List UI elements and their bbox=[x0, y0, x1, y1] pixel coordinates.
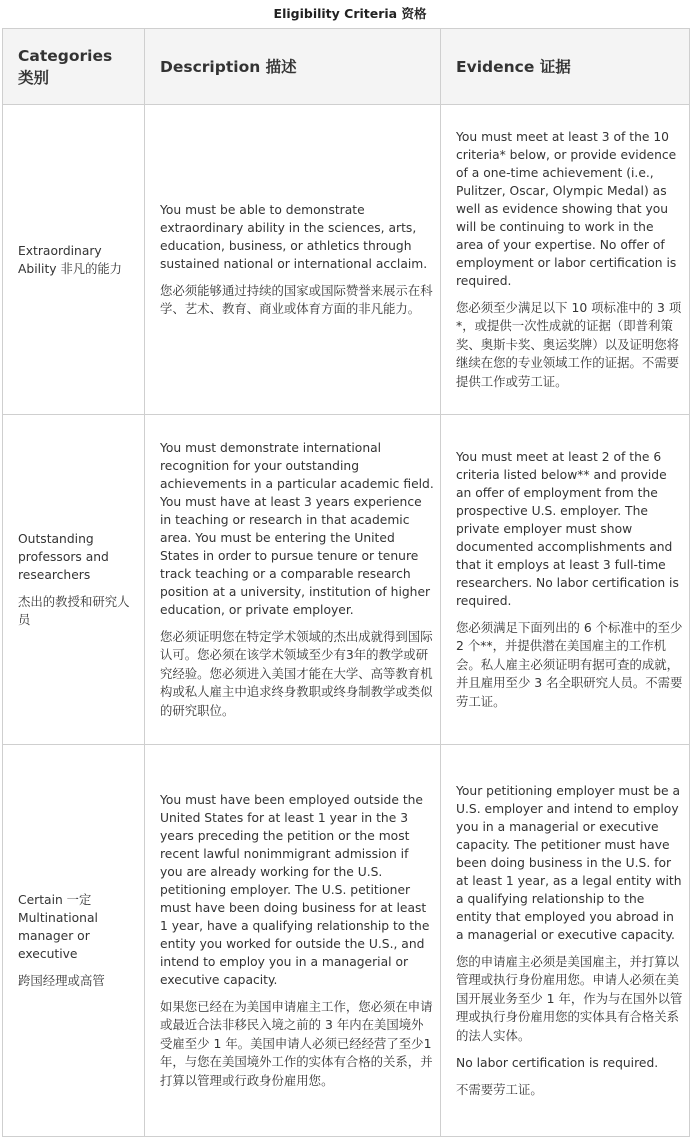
evidence-cell bbox=[441, 745, 690, 1137]
category-label: Extraordinary Ability 非凡的能力 bbox=[18, 243, 122, 276]
evidence-en: You must meet at least 3 of the 10 criteria* below, or provide evidence of a one-time achievement (i.e., Pulitzer, Oscar, Olympic Medal) as well as evidence showing that you will be continuing to work in the area of your expertise. No offer of employment or labor certification is required. bbox=[456, 129, 677, 288]
category-cell bbox=[3, 745, 145, 1137]
description-cell bbox=[145, 745, 441, 1137]
evidence-note-en: No labor certification is required. bbox=[456, 1056, 659, 1070]
evidence-note-zh: 不需要劳工证。 bbox=[456, 1082, 543, 1097]
category-label: Outstanding professors and researchers bbox=[18, 531, 109, 582]
header-row bbox=[3, 29, 690, 105]
eligibility-table bbox=[2, 28, 690, 1137]
description-en: You must be able to demonstrate extraordinary ability in the sciences, arts, education, business, or athletics through sustained national or international acclaim. bbox=[160, 202, 428, 271]
table-row bbox=[3, 105, 690, 415]
description-cell bbox=[145, 105, 441, 415]
header-description: Description 描述 bbox=[145, 29, 441, 105]
category-cell bbox=[3, 415, 145, 745]
evidence-cell bbox=[441, 415, 690, 745]
table-row bbox=[3, 415, 690, 745]
evidence-cell bbox=[441, 105, 690, 415]
category-label-zh: 跨国经理或高管 bbox=[18, 972, 105, 988]
description-zh: 如果您已经在为美国申请雇主工作，您必须在申请或最近合法非移民入境之前的 3 年内在美国境外受雇至少 1 年。美国申请人必须已经经营了至少1年，与您在美国境外工作的实体有合格的关系，并打算以管理或行政身份雇用您。 bbox=[160, 998, 433, 1088]
category-cell bbox=[3, 105, 145, 415]
category-label-zh: 杰出的教授和研究人员 bbox=[18, 593, 130, 627]
table-row bbox=[3, 745, 690, 1137]
description-en: You must have been employed outside the United States for at least 1 year in the 3 years preceding the petition or the most recent lawful nonimmigrant admission if you are already working for the U.S. petitioning employer. The U.S. petitioner must have been doing business for at least 1 year, have a qualifying relationship to the entity you worked for outside the U.S., and intend to employ you in a managerial or executive capacity. bbox=[160, 792, 430, 987]
description-en: You must demonstrate international recognition for your outstanding achievements in a particular academic field. You must have at least 3 years experience in teaching or research in that academic area. You must be entering the United States in order to pursue tenure or tenure track teaching or a comparable research position at a university, institution of higher education, or private employer. bbox=[160, 440, 434, 617]
header-evidence: Evidence 证据 bbox=[441, 29, 690, 105]
evidence-zh: 您必须至少满足以下 10 项标准中的 3 项*，或提供一次性成就的证据（即普利策奖、奥斯卡奖、奥运奖牌）以及证明您将继续在您的专业领域工作的证据。不需要提供工作或劳工证。 bbox=[456, 299, 682, 389]
description-cell bbox=[145, 415, 441, 745]
description-zh: 您必须证明您在特定学术领域的杰出成就得到国际认可。您必须在该学术领域至少有3年的教学或研究经验。您必须进入美国才能在大学、高等教育机构或私人雇主中追求终身教职或终身制教学或类似的研究职位。 bbox=[160, 628, 433, 718]
table-caption: Eligibility Criteria 资格 bbox=[273, 6, 427, 21]
category-label: Certain 一定 Multinational manager or executive bbox=[18, 892, 98, 961]
header-categories: Categories 类别 bbox=[3, 29, 145, 105]
evidence-en: You must meet at least 2 of the 6 criteria listed below** and provide an offer of employment from the prospective U.S. employer. The private employer must show documented accomplishments and that it employs at least 3 full-time researchers. No labor certification is required. bbox=[456, 449, 679, 608]
evidence-zh: 您必须满足下面列出的 6 个标准中的至少 2 个**，并提供潜在美国雇主的工作机会。私人雇主必须证明有据可查的成就，并且雇用至少 3 名全职研究人员。不需要劳工证。 bbox=[456, 619, 683, 709]
evidence-zh: 您的申请雇主必须是美国雇主，并打算以管理或执行身份雇用您。申请人必须在美国开展业务至少 1 年，作为与在国外以管理或执行身份雇用您的实体具有合格关系的法人实体。 bbox=[456, 953, 683, 1043]
evidence-en: Your petitioning employer must be a U.S. employer and intend to employ you in a managerial or executive capacity. The petitioner must have been doing business in the U.S. for at least 1 year, as a legal entity with a qualifying relationship to the entity that employed you abroad in a managerial or executive capacity. bbox=[456, 783, 682, 942]
description-zh: 您必须能够通过持续的国家或国际赞誉来展示在科学、艺术、教育、商业或体育方面的非凡能力。 bbox=[160, 282, 433, 316]
